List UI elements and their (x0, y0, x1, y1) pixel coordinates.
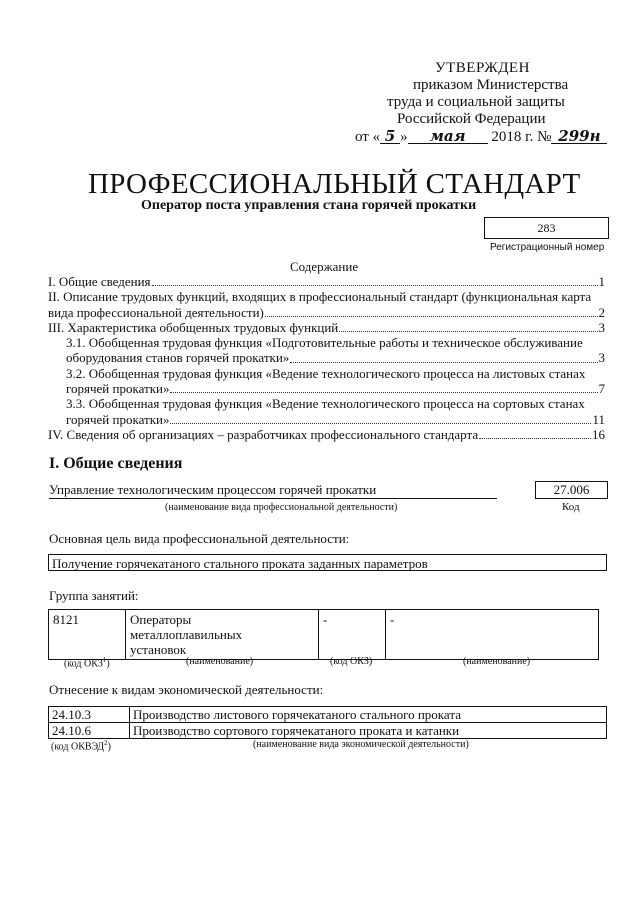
toc-heading: Содержание (290, 259, 359, 274)
toc-item-text-line1: 3.1. Обобщенная трудовая функция «Подготовительные работы и техническое обслуживание (66, 335, 583, 351)
okz-code-caption: (код ОКЗ$^1$) (64, 656, 110, 670)
approval-status: УТВЕРЖДЕН (435, 60, 530, 76)
okz-name-line: металлоплавильных (130, 627, 243, 642)
okz-name-caption-2: (наименование) (463, 656, 531, 667)
okz-name-cell-2: - (386, 610, 599, 660)
toc-item-page: 11 (592, 411, 605, 427)
toc-item[interactable] (48, 274, 605, 289)
toc-item[interactable] (48, 335, 605, 366)
toc-item[interactable] (48, 427, 605, 442)
approval-year: 2018 г. № (491, 129, 552, 145)
activity-kind-field: Управление технологическим процессом горячей прокатки (49, 482, 497, 499)
toc-item-text: оборудования станов горячей прокатки» (66, 350, 290, 366)
approval-day: 5 (380, 129, 400, 144)
okz-name-cell (126, 610, 319, 660)
oked-name-cell: Производство сортового горячекатаного проката и катанки (130, 723, 607, 739)
toc-item-page: 3 (598, 350, 605, 366)
toc-item-page: 3 (598, 319, 605, 335)
date-prefix: от « (355, 129, 381, 145)
table-row (49, 707, 607, 723)
okz-name-caption: (наименование) (186, 656, 254, 667)
toc-leader (265, 316, 598, 317)
registration-number-label: Регистрационный номер (490, 242, 605, 253)
toc-item-text: IV. Сведения об организациях – разработчиках профессионального стандарта (48, 426, 479, 442)
toc-item-text-line1: 3.2. Обобщенная трудовая функция «Ведение технологического процесса на листовых станах (66, 365, 586, 381)
toc-item-text: горячей прокатки» (66, 411, 170, 427)
approval-line-4: Российской Федерации (397, 111, 546, 127)
toc-leader (290, 362, 597, 363)
toc-item-text-line1: II. Описание трудовых функций, входящих в профессиональный стандарт (функциональная карта (48, 289, 592, 305)
table-row (49, 610, 599, 660)
approval-order-number: 299н (551, 129, 607, 144)
toc-item[interactable] (48, 320, 605, 335)
document-title: ПРОФЕССИОНАЛЬНЫЙ СТАНДАРТ (88, 168, 581, 200)
goal-box: Получение горячекатаного стального проката заданных параметров (48, 554, 607, 571)
registration-number-box: 283 (484, 217, 609, 239)
oked-name-cell: Производство листового горячекатаного стального проката (130, 707, 607, 723)
occupation-group-table (48, 609, 599, 660)
approval-line-3: труда и социальной защиты (387, 94, 565, 110)
activity-kind-caption: (наименование вида профессиональной деятельности) (165, 502, 398, 513)
oked-label: Отнесение к видам экономической деятельности: (49, 682, 324, 697)
table-of-contents (48, 274, 605, 442)
approval-block (355, 60, 615, 146)
oked-code-cell: 24.10.6 (49, 723, 130, 739)
toc-item-text-line1: 3.3. Обобщенная трудовая функция «Ведение технологического процесса на сортовых станах (66, 396, 585, 412)
oked-code-caption: (код ОКВЭД$^2$) (51, 739, 111, 753)
okz-code-cell: 8121 (49, 610, 126, 660)
toc-item-text: III. Характеристика обобщенных трудовых функций (48, 319, 339, 335)
oked-code-cell: 24.10.3 (49, 707, 130, 723)
toc-item-page: 2 (598, 304, 605, 320)
toc-item[interactable] (48, 366, 605, 397)
toc-item[interactable] (48, 289, 605, 320)
occupation-group-label: Группа занятий: (49, 588, 139, 603)
toc-item-text: I. Общие сведения (48, 274, 151, 289)
toc-leader (170, 423, 591, 424)
document-subtitle: Оператор поста управления стана горячей прокатки (141, 198, 477, 213)
toc-leader (479, 438, 591, 439)
toc-item[interactable] (48, 396, 605, 427)
activity-code-caption: Код (562, 501, 580, 513)
oked-table (48, 706, 607, 739)
oked-name-caption: (наименование вида экономической деятельности) (253, 739, 469, 750)
toc-leader (152, 285, 598, 286)
activity-code-box: 27.006 (535, 481, 608, 499)
date-quote-close: » (400, 129, 408, 145)
toc-item-text: вида профессиональной деятельности) (48, 304, 264, 320)
okz-code-caption-2: (код ОКЗ) (330, 656, 373, 667)
section-heading: I. Общие сведения (49, 455, 183, 472)
okz-name-line: установок (130, 642, 187, 657)
okz-code-cell-2: - (319, 610, 386, 660)
approval-line-2: приказом Министерства (413, 77, 569, 93)
toc-leader (170, 392, 597, 393)
okz-name-line: Операторы (130, 612, 192, 627)
toc-leader (339, 331, 597, 332)
toc-item-page: 16 (592, 426, 605, 442)
table-row (49, 723, 607, 739)
toc-item-page: 1 (598, 274, 605, 289)
toc-item-page: 7 (598, 381, 605, 397)
approval-month: мая (408, 129, 488, 144)
approval-date-line (355, 129, 615, 146)
toc-item-text: горячей прокатки» (66, 381, 170, 397)
goal-label: Основная цель вида профессиональной деятельности: (49, 531, 350, 546)
